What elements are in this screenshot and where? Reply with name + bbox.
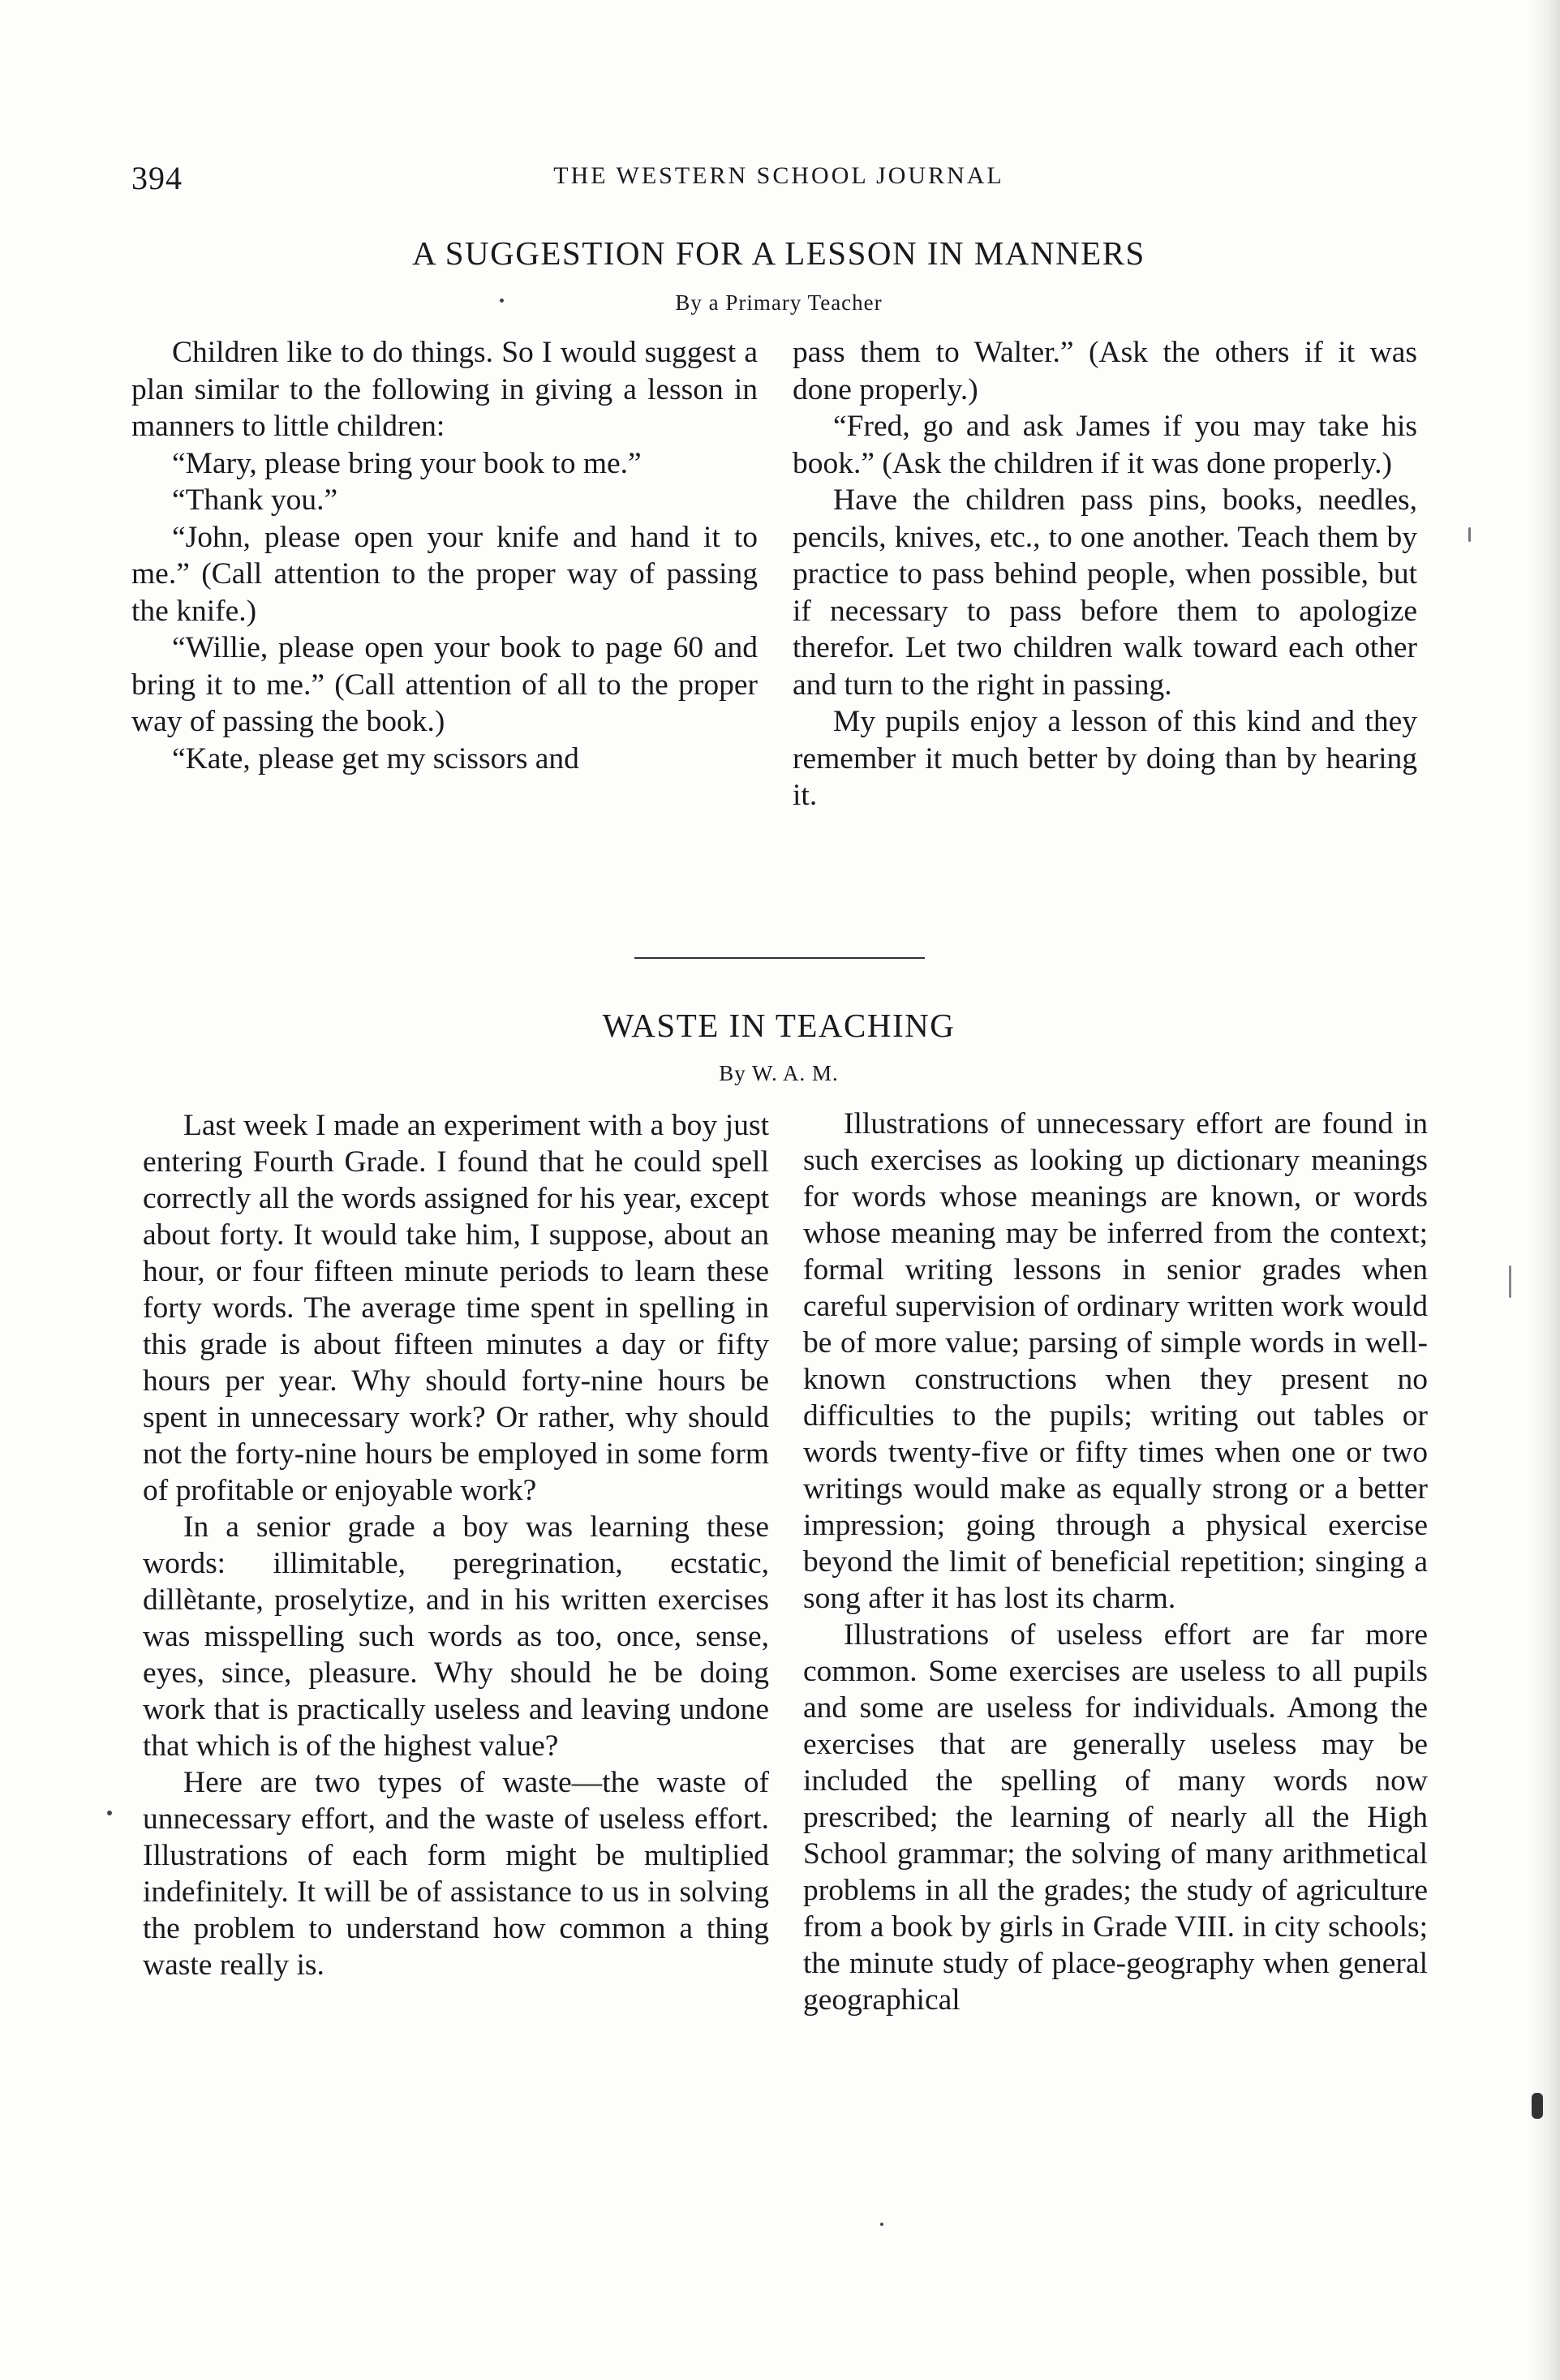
article2-right-column	[803, 1106, 1428, 2018]
scan-speck	[500, 299, 504, 303]
article1-right-paragraph: “Fred, go and ask James if you may take his book.” (Ask the children if it was done properly.)	[793, 410, 1417, 480]
article1-left-paragraph: “Thank you.”	[172, 483, 338, 517]
scan-speck	[1532, 2093, 1543, 2119]
article1-left-paragraph: “Willie, please open your book to page 60 and bring it to me.” (Call attention of all to the proper way of passing the book.)	[131, 631, 758, 738]
article2-left-paragraph: Last week I made an experiment with a boy just entering Fourth Grade. I found that he could spell correctly all the words assigned for his year, except about forty. It would take him, I suppose, about an hour, or four fifteen minute periods to learn these forty words. The average time spent in spelling in this grade is about fifteen minutes a day or fifty hours per year. Why should forty-nine hours be spent in unnecessary work? Or rather, why should not the forty-nine hours be employed in some form of profitable or enjoyable work?	[143, 1109, 769, 1507]
article1-left-paragraph: “Mary, please bring your book to me.”	[172, 446, 642, 480]
article1-right-column	[793, 334, 1417, 814]
article1-byline: By a Primary Teacher	[675, 290, 883, 315]
article1-left-column	[131, 334, 758, 777]
article1-left-paragraph: “Kate, please get my scissors and	[172, 741, 579, 775]
page-number: 394	[131, 160, 183, 196]
scan-speck	[1468, 527, 1471, 542]
page-edge-shadow	[1528, 0, 1560, 2380]
running-head: THE WESTERN SCHOOL JOURNAL	[553, 162, 1004, 189]
article2-title: WASTE IN TEACHING	[602, 1007, 956, 1044]
section-divider-rule	[634, 957, 925, 959]
article1-title: A SUGGESTION FOR A LESSON IN MANNERS	[412, 234, 1145, 272]
scan-speck	[1509, 1265, 1511, 1298]
article2-left-paragraph: In a senior grade a boy was learning these words: illimitable, peregrination, ecstatic, dillètante, proselytize, and in his written exercises was misspelling such words as too, once, sense, eyes, since, pleasure. Why should he be doing work that is practically useless and leaving undone that which is of the highest value?	[143, 1510, 769, 1763]
article1-right-paragraph: Have the children pass pins, books, needles, pencils, knives, etc., to one another. Teach them by practice to pass behind people, when possible, but if necessary to pass before them to apologize therefor. Let two children walk toward each other and turn to the right in passing.	[793, 483, 1417, 702]
article1-right-paragraph: pass them to Walter.” (Ask the others if it was done properly.)	[793, 336, 1417, 406]
article2-left-column	[143, 1107, 769, 1983]
article1-right-paragraph: My pupils enjoy a lesson of this kind and they remember it much better by doing than by hearing it.	[793, 705, 1417, 812]
article2-left-paragraph: Here are two types of waste—the waste of unnecessary effort, and the waste of useless effort. Illustrations of each form might be multiplied indefinitely. It will be of assistance to us in solving the problem to understand how common a thing waste really is.	[143, 1766, 769, 1982]
article1-left-paragraph: Children like to do things. So I would suggest a plan similar to the following in giving a lesson in manners to little children:	[131, 336, 758, 443]
article1-left-paragraph: “John, please open your knife and hand it to me.” (Call attention to the proper way of passing the knife.)	[131, 520, 758, 628]
article2-right-paragraph: Illustrations of unnecessary effort are found in such exercises as looking up dictionary meanings for words whose meanings are known, or words whose meaning may be inferred from the context; formal writing lessons in senior grades when careful supervision of ordinary written work would be of more value; parsing of simple words in well-known constructions when they present no difficulties to the pupils; writing out tables or words twenty-five or fifty times when one or two writings would make as equally strong or a better impression; going through a physical exercise beyond the limit of beneficial repetition; singing a song after it has lost its charm.	[803, 1107, 1428, 1615]
scan-speck	[107, 1811, 112, 1815]
scan-speck	[880, 2223, 883, 2226]
article2-right-paragraph: Illustrations of useless effort are far more common. Some exercises are useless to all pupils and some are useless for individuals. Among the exercises that are generally useless may be included the spelling of many words now prescribed; the learning of nearly all the High School grammar; the solving of many arithmetical problems in all the grades; the study of agriculture from a book by girls in Grade VIII. in city schools; the minute study of place-geography when general geographical	[803, 1618, 1428, 2017]
article2-byline: By W. A. M.	[719, 1061, 839, 1085]
